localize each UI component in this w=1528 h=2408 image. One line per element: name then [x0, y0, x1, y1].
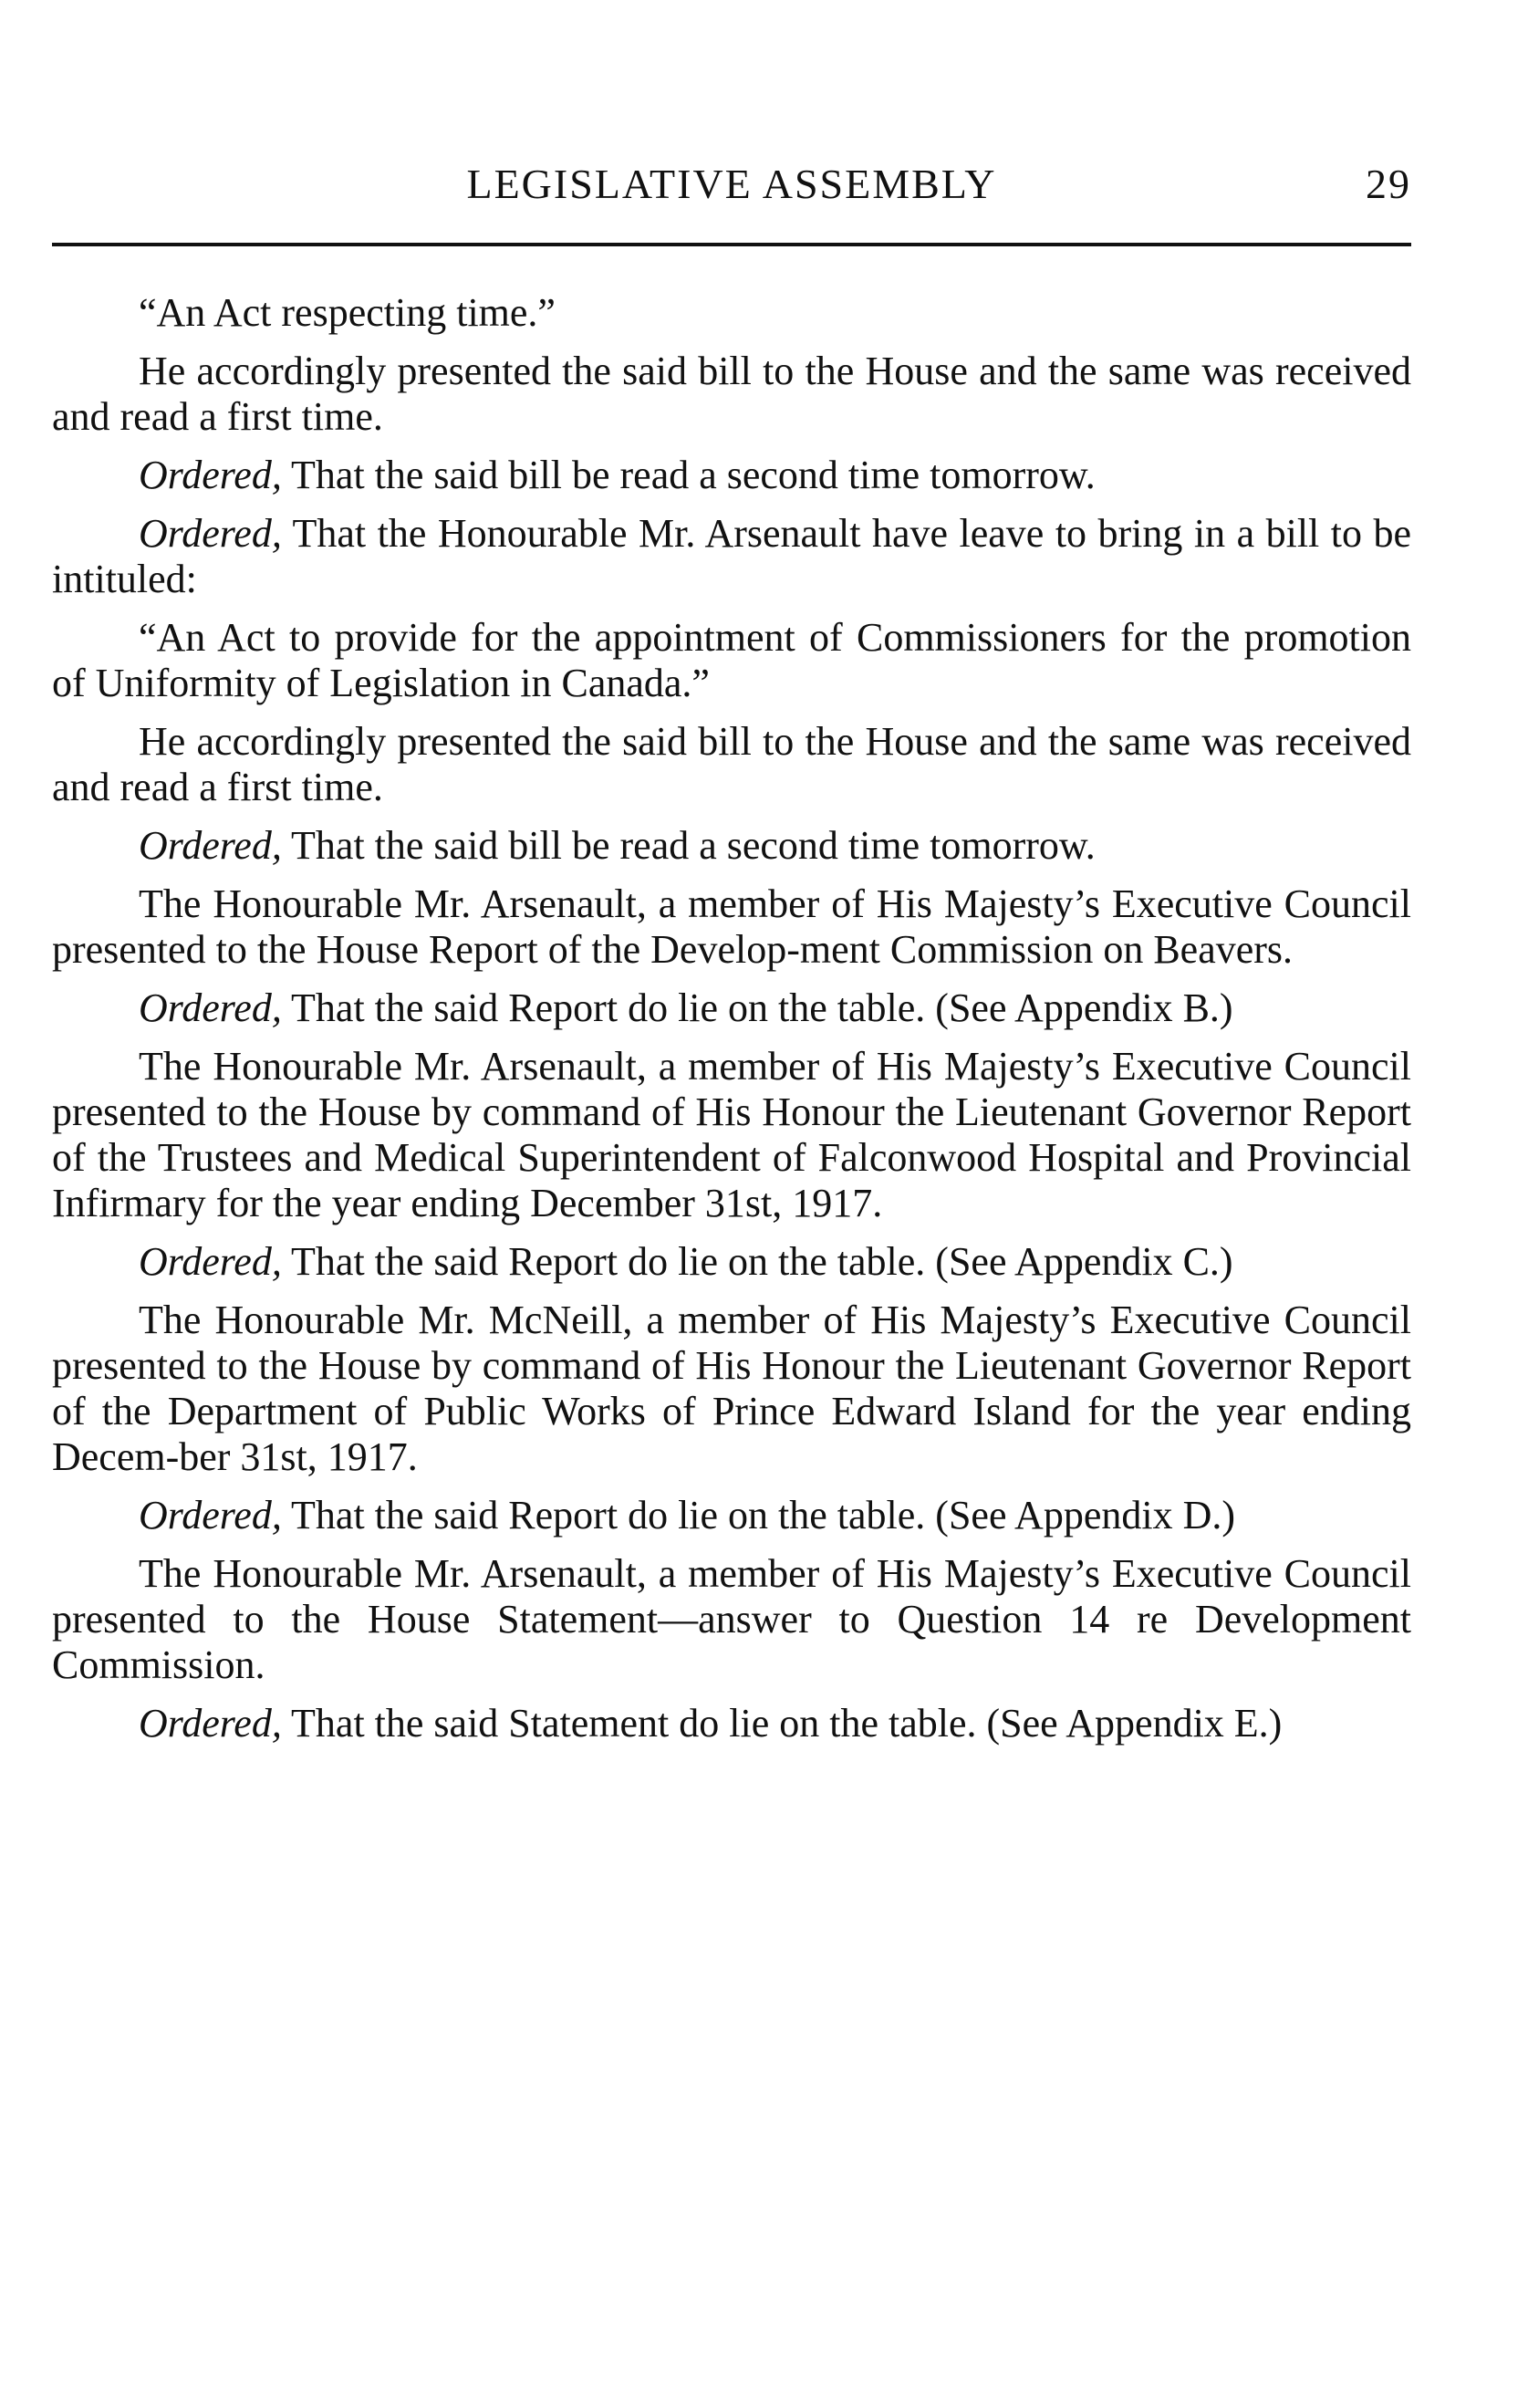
paragraph-text: The Honourable Mr. Arsenault, a member of His Majesty’s Executive Council presented to the House Statement—answer to Question 14 re Development Commission. — [52, 1551, 1411, 1687]
paragraph-1 — [52, 290, 1411, 336]
paragraph-text: That the said Report do lie on the table. (See Appendix D.) — [291, 1493, 1236, 1538]
paragraph-text: That the said Report do lie on the table. (See Appendix C.) — [291, 1239, 1233, 1284]
ordered-lead: Ordered, — [139, 511, 282, 556]
paragraph-6 — [52, 719, 1411, 810]
paragraph-text: That the said bill be read a second time tomorrow. — [291, 823, 1096, 868]
paragraph-15 — [52, 1701, 1411, 1746]
header-rule — [52, 243, 1411, 246]
paragraph-text: “An Act respecting time.” — [139, 290, 556, 335]
paragraph-text: That the said Statement do lie on the table. (See Appendix E.) — [291, 1701, 1283, 1746]
page-title: LEGISLATIVE ASSEMBLY — [466, 161, 997, 207]
paragraph-3 — [52, 453, 1411, 498]
paragraph-4 — [52, 511, 1411, 602]
paragraph-8 — [52, 881, 1411, 973]
page-number: 29 — [1366, 161, 1411, 207]
paragraph-text: “An Act to provide for the appointment of Commissioners for the promotion of Uniformity of Legislation in Canada.” — [52, 615, 1411, 705]
ordered-lead: Ordered, — [139, 823, 282, 868]
ordered-lead: Ordered, — [139, 1701, 282, 1746]
paragraph-text: The Honourable Mr. Arsenault, a member of His Majesty’s Executive Council presented to the House Report of the Develop-ment Commission on Beavers. — [52, 881, 1411, 972]
paragraph-2 — [52, 349, 1411, 440]
paragraph-13 — [52, 1493, 1411, 1538]
paragraph-text: The Honourable Mr. Arsenault, a member of His Majesty’s Executive Council presented to the House by command of His Honour the Lieutenant Governor Report of the Trustees and Medical Superintendent of Falconwood Hospital and Provincial Infirmary for the year ending December 31st, 1917. — [52, 1044, 1411, 1225]
document-page — [52, 137, 1411, 1746]
paragraph-text: That the Honourable Mr. Arsenault have leave to bring in a bill to be intituled: — [52, 511, 1411, 601]
paragraph-10 — [52, 1044, 1411, 1226]
document-body — [52, 290, 1411, 1759]
paragraph-text: The Honourable Mr. McNeill, a member of His Majesty’s Executive Council presented to the House by command of His Honour the Lieutenant Governor Report of the Department of Public Works of Prince Edward Island for the year ending Decem-ber 31st, 1917. — [52, 1298, 1411, 1479]
paragraph-7 — [52, 823, 1411, 869]
paragraph-text: He accordingly presented the said bill to the House and the same was received and read a first time. — [52, 719, 1411, 809]
paragraph-5 — [52, 615, 1411, 706]
paragraph-text: That the said bill be read a second time tomorrow. — [291, 453, 1096, 497]
ordered-lead: Ordered, — [139, 985, 282, 1030]
ordered-lead: Ordered, — [139, 453, 282, 497]
paragraph-11 — [52, 1239, 1411, 1285]
paragraph-12 — [52, 1298, 1411, 1480]
ordered-lead: Ordered, — [139, 1239, 282, 1284]
paragraph-9 — [52, 985, 1411, 1031]
paragraph-text: That the said Report do lie on the table. (See Appendix B.) — [291, 985, 1233, 1030]
paragraph-14 — [52, 1551, 1411, 1688]
running-header — [52, 137, 1411, 207]
ordered-lead: Ordered, — [139, 1493, 282, 1538]
paragraph-text: He accordingly presented the said bill to the House and the same was received and read a first time. — [52, 349, 1411, 439]
